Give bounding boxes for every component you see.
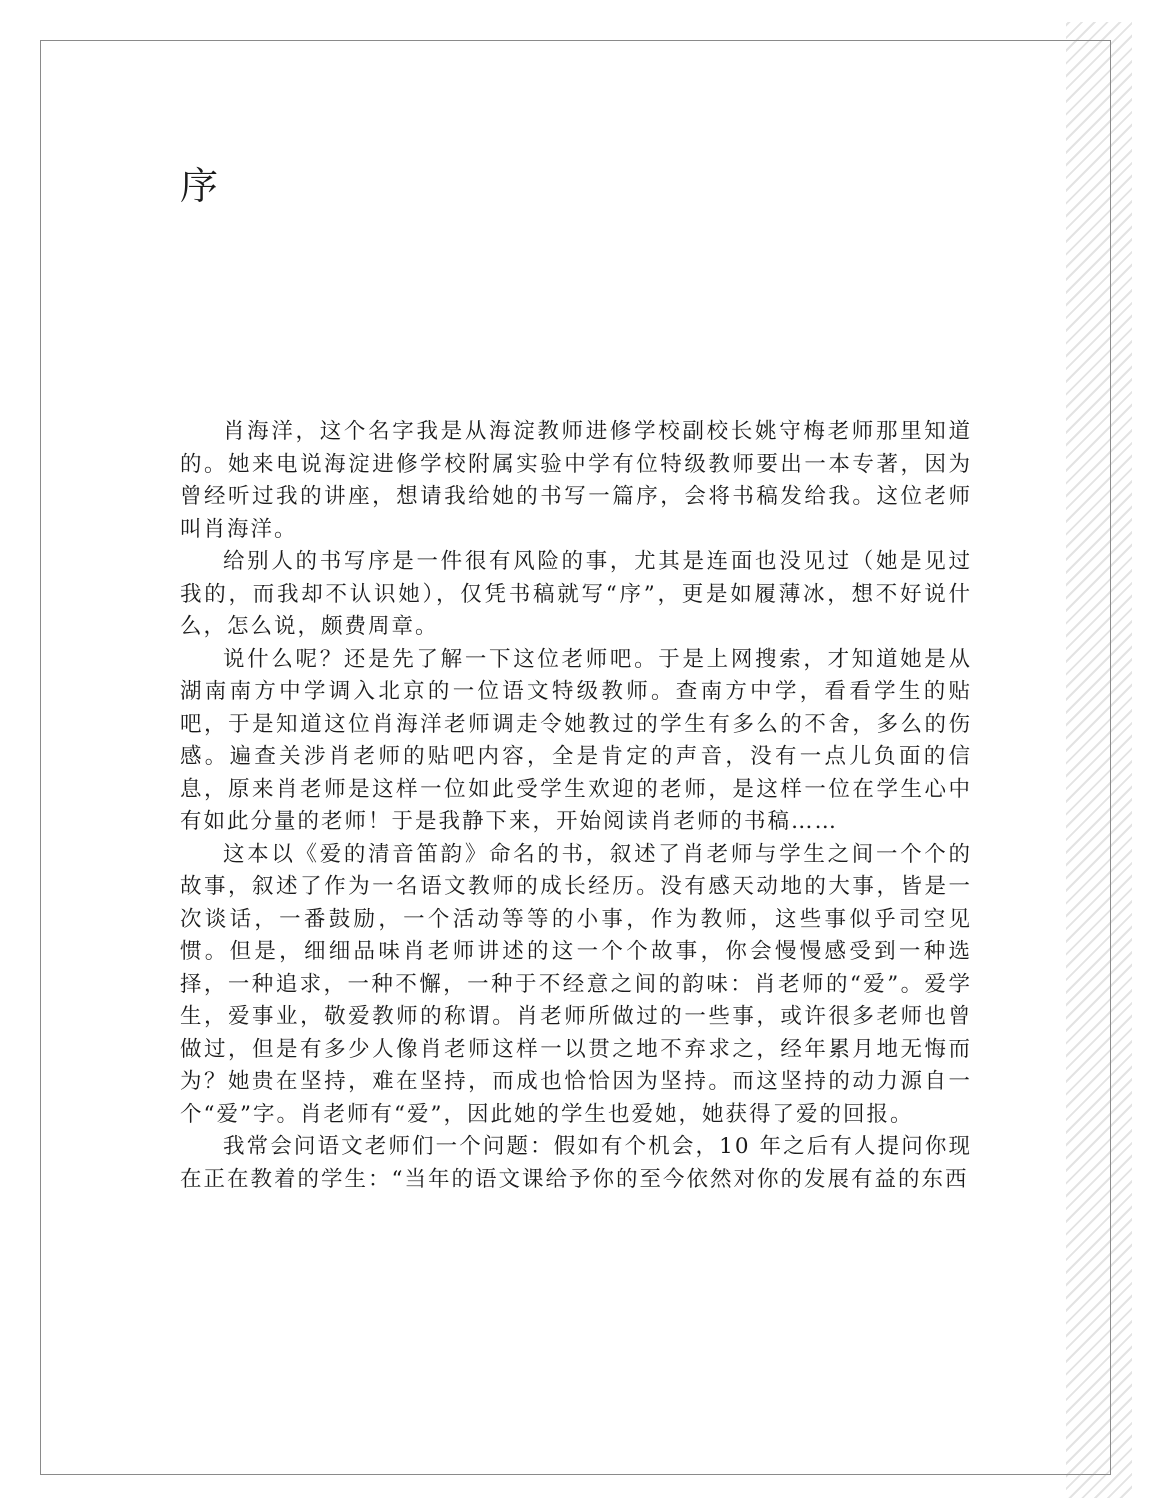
paragraph: 给别人的书写序是一件很有风险的事，尤其是连面也没见过（她是见过我的，而我却不认识她），仅凭书稿就写“序”，更是如履薄冰，想不好说什么，怎么说，颇费周章。 <box>180 549 972 639</box>
page-title: 序 <box>180 164 219 208</box>
paragraph: 说什么呢？还是先了解一下这位老师吧。于是上网搜索，才知道她是从湖南南方中学调入北京的一位语文特级教师。查南方中学，看看学生的贴吧，于是知道这位肖海洋老师调走令她教过的学生有多么的不舍，多么的伤感。遍查关涉肖老师的贴吧内容，全是肯定的声音，没有一点儿负面的信息，原来肖老师是这样一位如此受学生欢迎的老师，是这样一位在学生心中有如此分量的老师！于是我静下来，开始阅读肖老师的书稿…… <box>180 646 972 834</box>
paragraph: 我常会问语文老师们一个问题：假如有个机会，10 年之后有人提问你现在正在教着的学生：“当年的语文课给予你的至今依然对你的发展有益的东西 <box>180 1134 972 1192</box>
paragraph: 这本以《爱的清音笛韵》命名的书，叙述了肖老师与学生之间一个个的故事，叙述了作为一名语文教师的成长经历。没有感天动地的大事，皆是一次谈话，一番鼓励，一个活动等等的小事，作为教师，这些事似乎司空见惯。但是，细细品味肖老师讲述的这一个个故事，你会慢慢感受到一种选择，一种追求，一种不懈，一种于不经意之间的韵味：肖老师的“爱”。爱学生，爱事业，敬爱教师的称谓。肖老师所做过的一些事，或许很多老师也曾做过，但是有多少人像肖老师这样一以贯之地不弃求之，经年累月地无悔而为？她贵在坚持，难在坚持，而成也恰恰因为坚持。而这坚持的动力源自一个“爱”字。肖老师有“爱”，因此她的学生也爱她，她获得了爱的回报。 <box>180 841 972 1127</box>
preface-body <box>180 416 972 1196</box>
paragraph: 肖海洋，这个名字我是从海淀教师进修学校副校长姚守梅老师那里知道的。她来电说海淀进修学校附属实验中学有位特级教师要出一本专著，因为曾经听过我的讲座，想请我给她的书写一篇序，会将书稿发给我。这位老师叫肖海洋。 <box>180 419 972 542</box>
